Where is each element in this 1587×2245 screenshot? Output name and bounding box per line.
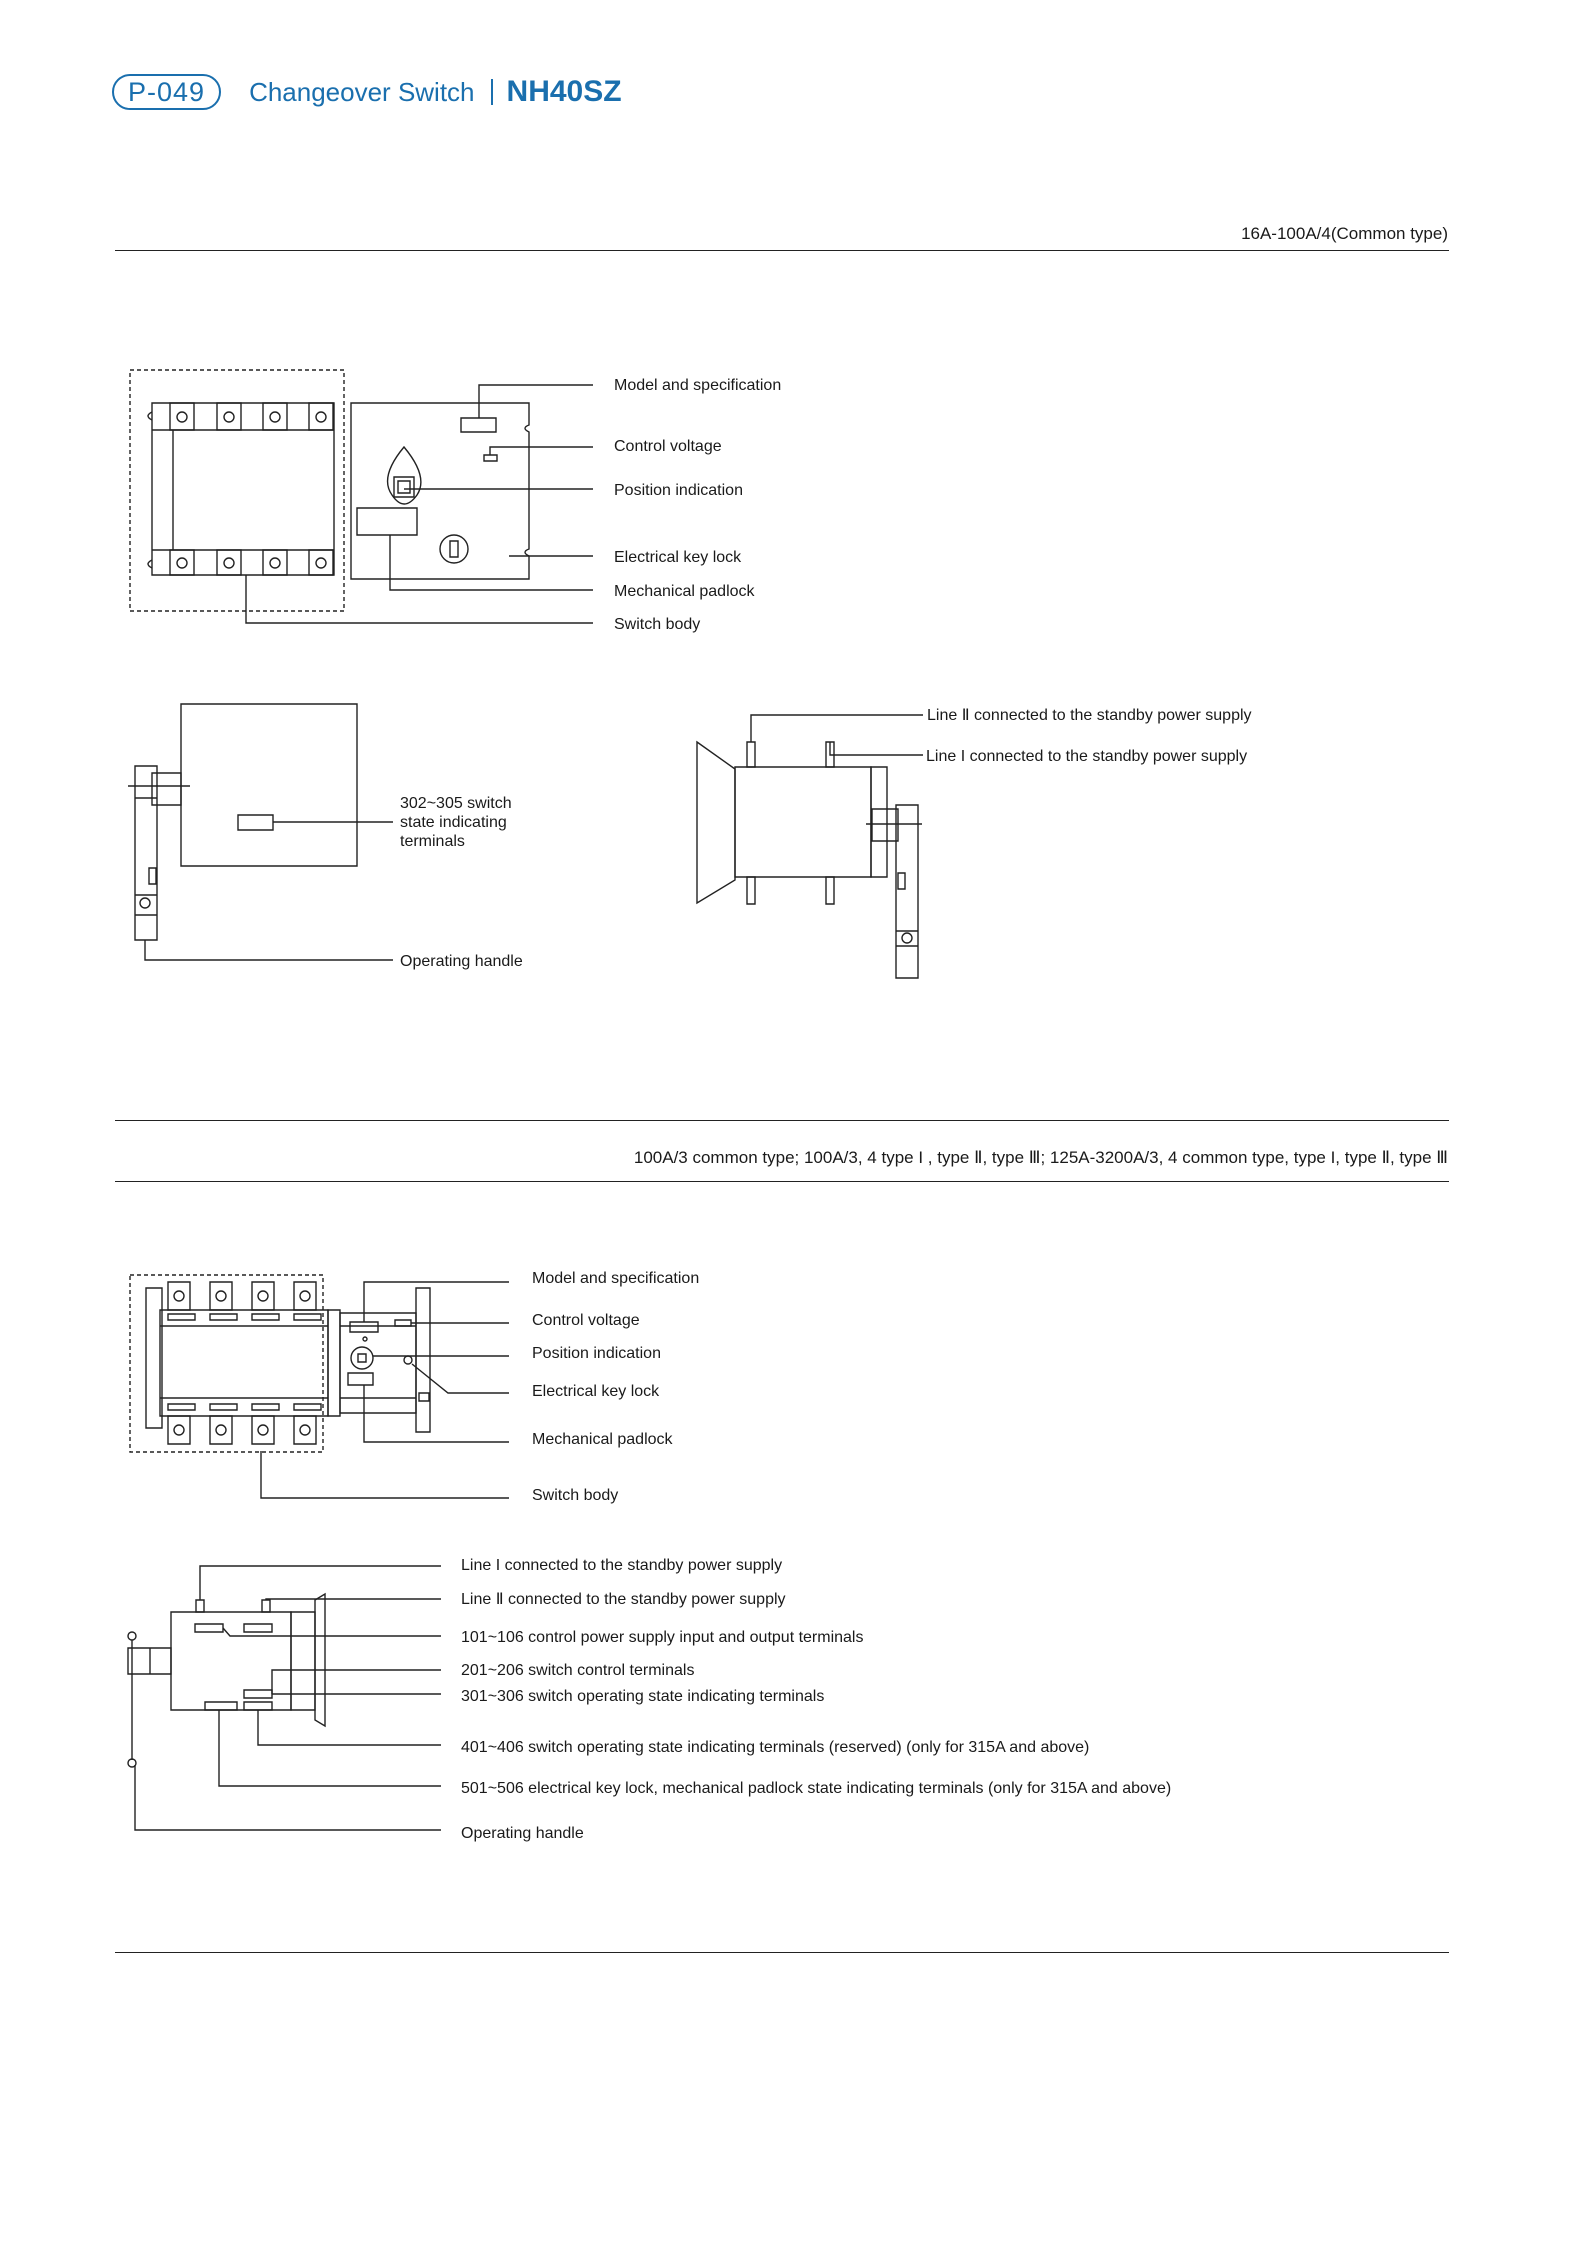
- section2-heading: 100A/3 common type; 100A/3, 4 type I , type Ⅱ, type Ⅲ; 125A-3200A/3, 4 common type, type I, type Ⅱ, type Ⅲ: [633, 1148, 1448, 1167]
- label-terminals-line3: terminals: [400, 833, 465, 850]
- label-s2-terminals-501: 501~506 electrical key lock, mechanical padlock state indicating terminals (only for 315A and above): [461, 1780, 1172, 1797]
- label-s2-line1-standby: Line I connected to the standby power supply: [461, 1557, 783, 1574]
- label-s2-terminals-401: 401~406 switch operating state indicating terminals (reserved) (only for 315A and above): [461, 1739, 1090, 1756]
- label-control-voltage: Control voltage: [614, 438, 722, 455]
- label-s2-model-specification: Model and specification: [532, 1270, 700, 1287]
- label-s2-mechanical-padlock: Mechanical padlock: [532, 1431, 673, 1448]
- label-terminals-line1: 302~305 switch: [400, 795, 512, 812]
- label-s2-terminals-201: 201~206 switch control terminals: [461, 1662, 695, 1679]
- label-s2-operating-handle: Operating handle: [461, 1825, 584, 1842]
- label-s2-electrical-key-lock: Electrical key lock: [532, 1383, 660, 1400]
- model-name: NH40SZ: [506, 75, 622, 108]
- page-number-badge: P-049: [112, 74, 221, 110]
- label-s2-terminals-101: 101~106 control power supply input and output terminals: [461, 1629, 864, 1646]
- section1-heading: 16A-100A/4(Common type): [1241, 224, 1448, 243]
- label-line2-standby: Line Ⅱ connected to the standby power supply: [927, 707, 1252, 724]
- label-operating-handle: Operating handle: [400, 953, 523, 970]
- label-s2-line2-standby: Line Ⅱ connected to the standby power supply: [461, 1591, 786, 1608]
- label-electrical-key-lock: Electrical key lock: [614, 549, 742, 566]
- label-s2-control-voltage: Control voltage: [532, 1312, 640, 1329]
- label-s2-switch-body: Switch body: [532, 1487, 619, 1504]
- label-s2-terminals-301: 301~306 switch operating state indicating terminals: [461, 1688, 825, 1705]
- label-mechanical-padlock: Mechanical padlock: [614, 583, 755, 600]
- label-terminals-line2: state indicating: [400, 814, 507, 831]
- label-position-indication: Position indication: [614, 482, 743, 499]
- label-line1-standby: Line I connected to the standby power supply: [926, 748, 1248, 765]
- label-model-specification: Model and specification: [614, 377, 782, 394]
- document-title: Changeover Switch: [249, 76, 475, 107]
- label-switch-body: Switch body: [614, 616, 701, 633]
- section2-bottom-rule: [115, 1952, 1449, 1953]
- label-s2-position-indication: Position indication: [532, 1345, 661, 1362]
